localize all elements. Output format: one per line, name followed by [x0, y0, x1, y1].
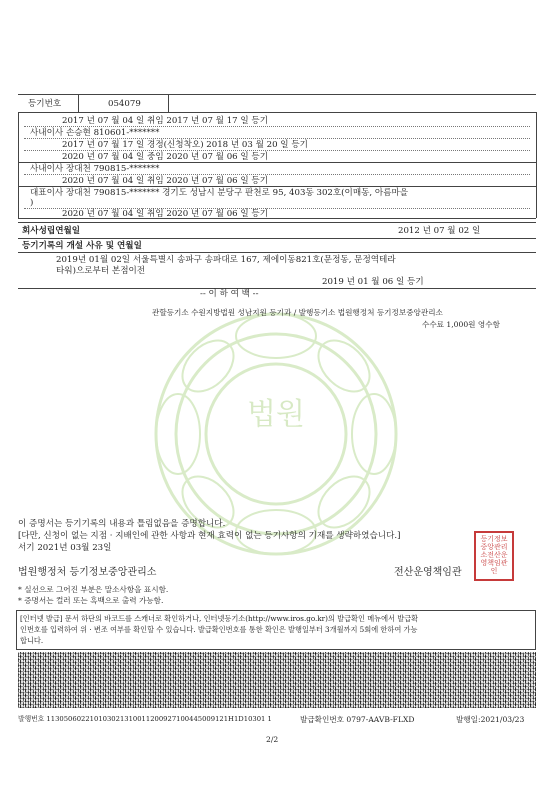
- issue-number: 발행번호 113050602210103021310011200927100445009121H1D10301 1: [18, 715, 272, 723]
- officer-line-4: 2020 년 07 월 04 일 중임 2020 년 07 월 06 일 등기: [62, 152, 269, 162]
- officer-line-5: 사내이사 장대천 790815-*******: [30, 164, 160, 174]
- officer-line-8: ): [30, 198, 34, 208]
- officer-title: 전산운영책임관: [394, 567, 462, 578]
- opening-line-1: 2019년 01월 02일 서울특별시 송파구 송파대로 167, 제에이동821호(문정동, 문정역테라: [56, 255, 396, 265]
- confirmation-number: 발급확인번호 0797-AAVB-FLXD: [300, 715, 415, 724]
- note-print: * 증명서는 컬러 또는 흑백으로 출력 가능함.: [18, 596, 164, 605]
- established-date: 2012 년 07 월 02 일: [398, 226, 481, 236]
- internet-issue-line-2: 인번호를 입력하여 위 · 변조 여부를 확인할 수 있습니다. 발급확인번호를 통한 확인은 발행일부터 3개월까지 5회에 한하여 가능: [20, 625, 418, 634]
- opening-label: 등기기록의 개설 사유 및 연월일: [22, 241, 142, 251]
- opening-date: 2019 년 01 월 06 일 등기: [322, 277, 424, 287]
- established-label: 회사성립연월일: [22, 226, 81, 236]
- certification-line: 이 증명서는 등기기록의 내용과 틀림없음을 증명합니다.: [18, 519, 226, 529]
- page-number: 2/2: [266, 735, 279, 744]
- issue-date: 발행일:2021/03/23: [456, 715, 525, 724]
- officer-line-3: 2017 년 07 월 17 일 경정(신청착오) 2018 년 03 월 20 일 등기: [62, 140, 308, 150]
- reg-number-value: 054079: [108, 99, 141, 109]
- officer-line-7: 대표이사 장대천 790815-******* 경기도 성남시 분당구 판천로 95, 403동 302호(이매동, 아름마을: [30, 188, 409, 198]
- office-line: 관할등기소 수원지방법원 성남지원 등기과 / 발행등기소 법원행정처 등기정보중앙관리소: [152, 308, 443, 317]
- officer-line-2: 사내이사 손승현 810601-*******: [30, 128, 160, 138]
- fee: 수수료 1,000원 영수함: [422, 320, 500, 329]
- issuer-name: 법원행정처 등기정보중앙관리소: [18, 567, 157, 578]
- internet-issue-line-3: 합니다.: [20, 636, 44, 645]
- officer-line-1: 2017 년 07 월 04 일 취임 2017 년 07 월 17 일 등기: [62, 116, 269, 126]
- reg-number-label: 등기번호: [28, 99, 62, 109]
- note-strikethrough: * 실선으로 그어진 부분은 말소사항을 표시함.: [18, 585, 169, 594]
- officer-line-6: 2020 년 07 월 04 일 취임 2020 년 07 월 06 일 등기: [62, 176, 269, 186]
- verification-barcode: [18, 652, 536, 708]
- end-mark: -- 이 하 여 백 --: [200, 289, 259, 299]
- seal-text: 법원: [247, 397, 305, 432]
- stamp-text: 등기정보중앙관리소전산운영책임관인: [480, 535, 508, 575]
- opening-line-2: 타워)으로부터 본점이전: [56, 266, 146, 276]
- officer-line-9: 2020 년 07 월 04 일 취임 2020 년 07 월 06 일 등기: [62, 209, 269, 219]
- official-stamp: [474, 531, 514, 581]
- certification-date: 서기 2021년 03월 23일: [18, 543, 112, 553]
- certification-note: [다만, 신청이 없는 지점 · 지배인에 관한 사항과 현재 효력이 없는 등기사항의 기재를 생략하였습니다.]: [18, 531, 401, 541]
- internet-issue-line-1: [인터넷 발급] 문서 하단의 바코드를 스캐너로 확인하거나, 인터넷등기소(http://www.iros.go.kr)의 발급확인 메뉴에서 발급확: [20, 614, 419, 623]
